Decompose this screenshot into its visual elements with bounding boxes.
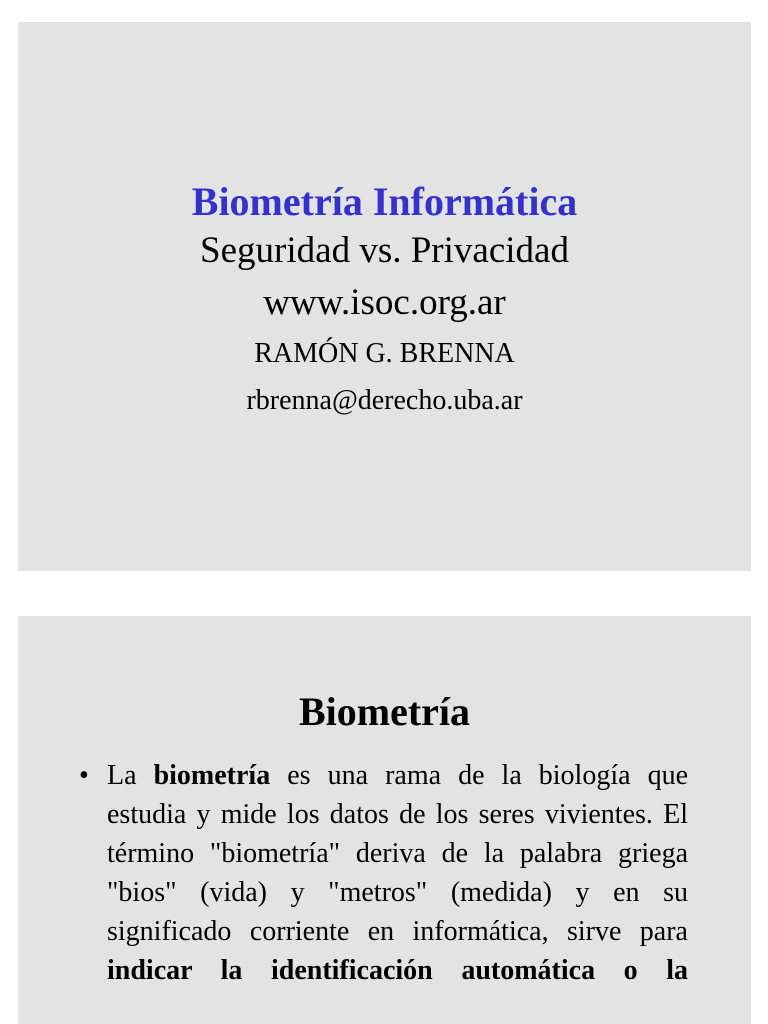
bullet-text: La	[107, 760, 154, 791]
bullet-bold-term: biometría	[153, 760, 271, 791]
slide-biometria	[18, 616, 751, 1024]
presentation-title: Biometría Informática	[191, 179, 578, 224]
bullet-point	[79, 756, 688, 990]
title-slide-content	[18, 178, 751, 424]
slide-title	[18, 22, 751, 571]
website-url: www.isoc.org.ar	[263, 282, 506, 323]
bullet-marker: •	[79, 760, 89, 791]
slide-body	[79, 756, 688, 990]
presentation-subtitle: Seguridad vs. Privacidad	[200, 230, 569, 271]
author-email: rbrenna@derecho.uba.ar	[246, 385, 523, 416]
slide-heading: Biometría	[298, 689, 471, 734]
bullet-text: es una rama de la biología que estudia y mide los datos de los seres vivientes. El término "biometría" deriva de la palabra griega "bios" (vida) y "metros" (medida) y en su significado corriente en informática, sirve para	[107, 760, 689, 947]
bullet-bold-phrase: indicar la identificación automática o la	[107, 955, 688, 986]
author-name: RAMÓN G. BRENNA	[254, 338, 515, 369]
